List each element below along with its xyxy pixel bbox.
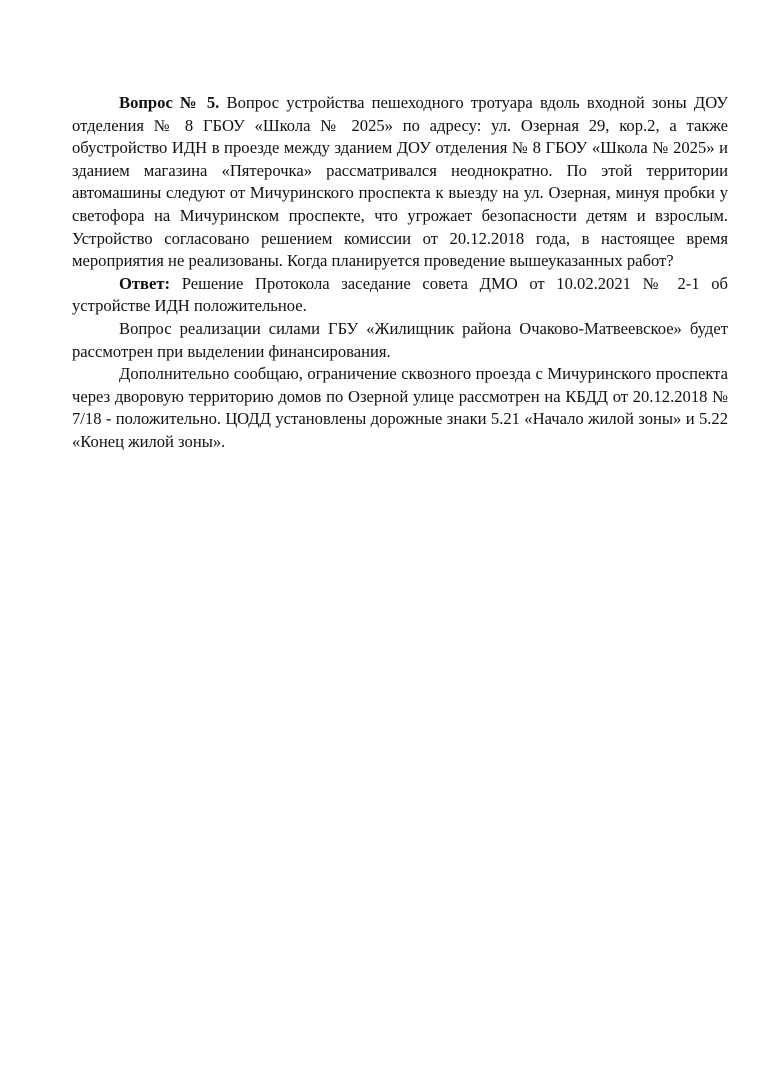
answer-text: Решение Протокола заседание совета ДМО от 10.02.2021 № 2-1 об устройстве ИДН положительное.	[72, 273, 729, 316]
answer-label: Ответ:	[119, 273, 171, 293]
question-text: Вопрос устройства пешеходного тротуара вдоль входной зоны ДОУ отделения № 8 ГБОУ «Школа № 2025» по адресу: ул. Озерная 29, кор.2, а также обустройство ИДН в проезде между зданием ДОУ отделения № 8 ГБОУ «Школа № 2025» и зданием магазина «Пятерочка» рассматривался неоднократно. По этой территории автомашины следуют от Мичуринского проспекта к выезду на ул. Озерная, минуя пробки у светофора на Мичуринском проспекте, что угрожает безопасности детям и взрослым. Устройство согласовано решением комиссии от 20.12.2018 года, в настоящее время мероприятия не реализованы. Когда планируется проведение вышеуказанных работ?	[72, 93, 728, 271]
financing-paragraph: Вопрос реализации силами ГБУ «Жилищник района Очаково-Матвеевское» будет рассмотрен при выделении финансирования.	[72, 318, 728, 361]
answer-paragraph	[72, 273, 728, 318]
question-label: Вопрос № 5.	[119, 93, 220, 112]
traffic-restriction-paragraph: Дополнительно сообщаю, ограничение сквозного проезда с Мичуринского проспекта через дворовую территорию домов по Озерной улице рассмотрен на КБДД от 20.12.2018 № 7/18 - положительно. ЦОДД установлены дорожные знаки 5.21 «Начало жилой зоны» и 5.22 «Конец жилой зоны».	[72, 364, 728, 451]
document-page	[72, 92, 728, 454]
question-paragraph	[72, 92, 728, 273]
